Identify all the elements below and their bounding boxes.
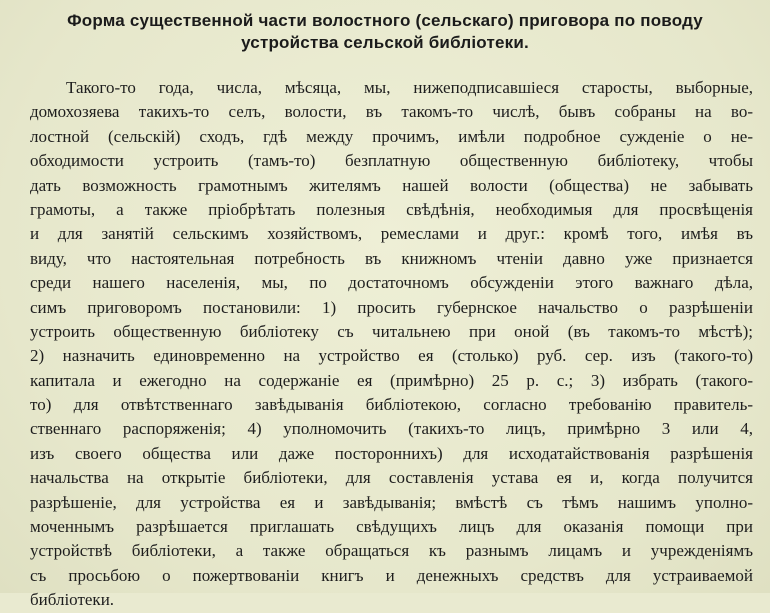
body-line: ственнаго распоряженія; 4) уполномочить (такихъ-то лицъ, примѣрно 3 или 4, bbox=[30, 419, 753, 439]
document-title bbox=[40, 10, 730, 54]
body-line: обходимости устроить (тамъ-то) безплатную общественную библіотеку, чтобы bbox=[30, 151, 753, 171]
body-line: лостной (сельскій) сходъ, гдѣ между прочимъ, имѣли подробное сужденіе о не- bbox=[30, 126, 753, 146]
body-line: моченнымъ разрѣшается приглашать свѣдущихъ лицъ для оказанія помощи при bbox=[30, 517, 753, 537]
body-line: среди нашего населенія, мы, по достаточномъ обсужденіи этого важнаго дѣла, bbox=[30, 273, 753, 293]
body-line: Такого-то года, числа, мѣсяца, мы, нижеподписавшіеся старосты, выборные, bbox=[66, 78, 753, 97]
body-line: капитала и ежегодно на содержаніе ея (примѣрно) 25 р. с.; 3) избрать (такого- bbox=[30, 370, 753, 390]
body-line: и для занятій сельскимъ хозяйствомъ, ремеслами и друг.: кромѣ того, имѣя въ bbox=[30, 224, 753, 244]
document-body bbox=[30, 76, 753, 613]
body-line: домохозяева такихъ-то селъ, волости, въ такомъ-то числѣ, бывъ собраны на во- bbox=[30, 102, 753, 122]
body-line: дать возможность грамотнымъ жителямъ нашей волости (общества) не забывать bbox=[30, 175, 753, 195]
body-line: разрѣшеніе, для устройства ея и завѣдыванія; вмѣстѣ съ тѣмъ нашимъ уполно- bbox=[30, 492, 753, 512]
body-line: устроить общественную библіотеку съ читальнею при оной (въ такомъ-то мѣстѣ); bbox=[30, 321, 753, 341]
title-line-2: устройства сельской библіотеки. bbox=[241, 33, 529, 52]
body-line: съ просьбою о пожертвованіи книгъ и денежныхъ средствъ для устраиваемой bbox=[30, 565, 753, 585]
body-line: виду, что настоятельная потребность въ книжномъ чтеніи давно уже признается bbox=[30, 248, 753, 268]
body-line: грамоты, а также пріобрѣтать полезныя свѣдѣнія, необходимыя для просвѣщенія bbox=[30, 199, 753, 219]
body-line: симъ приговоромъ постановили: 1) просить губернское начальство о разрѣшеніи bbox=[30, 297, 753, 317]
body-line: устройствѣ библіотеки, а также обращаться къ разнымъ лицамъ и учрежденіямъ bbox=[30, 541, 753, 561]
body-line: библіотеки. bbox=[30, 590, 115, 610]
body-line: начальства на открытіе библіотеки, для составленія устава ея и, когда получится bbox=[30, 468, 753, 488]
body-line: то) для отвѣтственнаго завѣдыванія библіотекою, согласно требованію правитель- bbox=[30, 395, 753, 415]
body-line: 2) назначить единовременно на устройство ея (столько) руб. сер. изъ (такого-то) bbox=[30, 346, 753, 366]
body-line: изъ своего общества или даже постороннихъ) для исходатайствованія разрѣшенія bbox=[30, 443, 753, 463]
title-line-1: Форма существенной части волостного (сельскаго) приговора по поводу bbox=[67, 11, 703, 30]
